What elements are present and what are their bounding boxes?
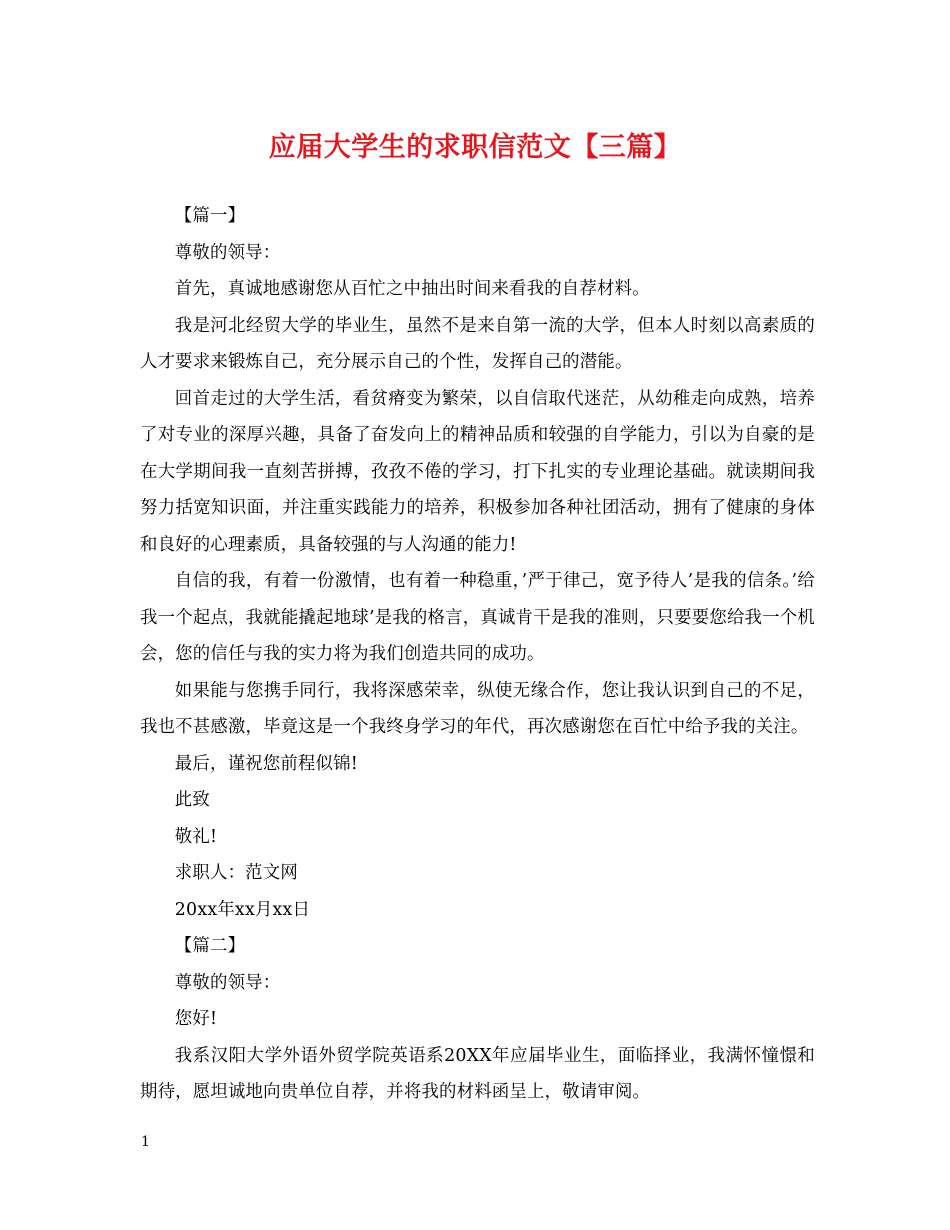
page-number: 1 [141, 1134, 150, 1150]
body-paragraph: 我是河北经贸大学的毕业生，虽然不是来自第一流的大学，但本人时刻以高素质的人才要求来锻炼自己，充分展示自己的个性，发挥自己的潜能。 [140, 315, 815, 372]
closing-line: 此致 [174, 790, 210, 810]
signature: 求职人：范文网 [174, 863, 298, 883]
body-paragraph: 我系汉阳大学外语外贸学院英语系20XX年应届毕业生，面临择业，我满怀憧憬和期待，愿坦诚地向贵单位自荐，并将我的材料函呈上，敬请审阅。 [140, 1045, 815, 1102]
document-body [140, 198, 815, 1111]
document-title: 应届大学生的求职信范文【三篇】 [268, 132, 682, 163]
body-paragraph: 自信的我，有着一份激情，也有着一种稳重，’严于律己，宽予待人’是我的信条。’给我一个起点，我就能撬起地球’是我的格言，真诚肯干是我的准则，只要要您给我一个机会，您的信任与我的实力将为我们创造共同的成功。 [140, 571, 815, 664]
date-line: 20xx年xx月xx日 [174, 899, 311, 920]
body-paragraph: 如果能与您携手同行，我将深感荣幸，纵使无缘合作，您让我认识到自己的不足，我也不甚感激，毕竟这是一个我终身学习的年代，再次感谢您在百忙中给予我的关注。 [140, 680, 815, 737]
section-heading-2: 【篇二】 [174, 936, 246, 956]
closing-wish: 最后，谨祝您前程似锦! [174, 753, 358, 774]
section-heading-1: 【篇一】 [174, 206, 246, 226]
body-paragraph: 回首走过的大学生活，看贫瘠变为繁荣，以自信取代迷茫，从幼稚走向成熟，培养了对专业的深厚兴趣，具备了奋发向上的精神品质和较强的自学能力，引以为自豪的是在大学期间我一直刻苦拼搏，孜孜不倦的学习，打下扎实的专业理论基础。就读期间我努力括宽知识面，并注重实践能力的培养，积极参加各种社团活动，拥有了健康的身体和良好的心理素质，具备较强的与人沟通的能力! [140, 388, 815, 555]
salutation-1: 尊敬的领导： [174, 242, 281, 263]
salutation-2: 尊敬的领导： [174, 972, 281, 993]
greeting: 您好! [174, 1009, 218, 1029]
body-paragraph: 首先，真诚地感谢您从百忙之中抽出时间来看我的自荐材料。 [174, 279, 650, 299]
closing-salute: 敬礼! [174, 826, 218, 847]
